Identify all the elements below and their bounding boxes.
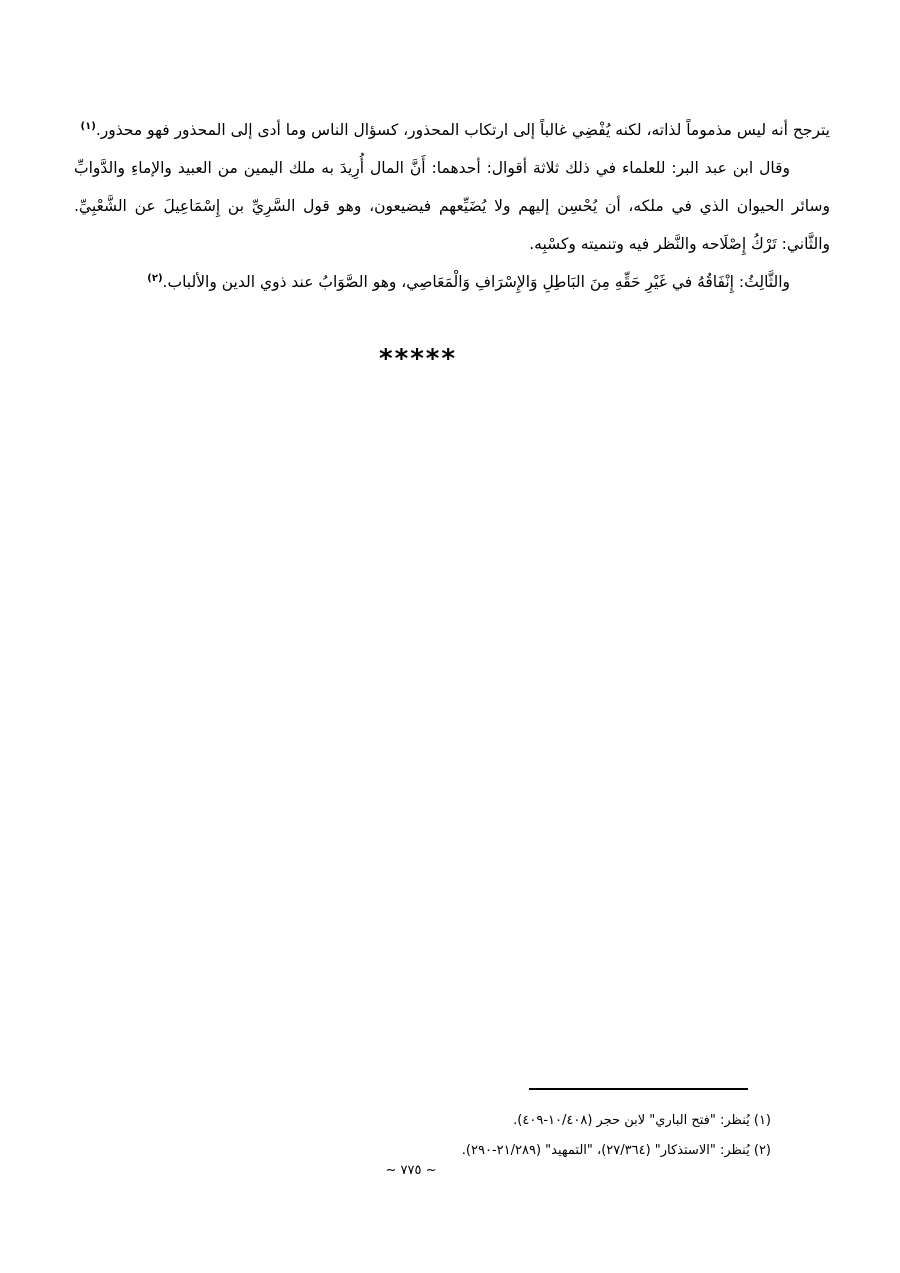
footnote-ref-2: (٢) xyxy=(147,272,163,284)
page-number: ~ ٧٧٥ ~ xyxy=(385,1163,437,1178)
footnote-2: (٢) يُنظر: "الاستذكار" (٢٧/٣٦٤)، "التمهيد" (٢١/٢٨٩-٢٩٠). xyxy=(461,1143,771,1158)
section-separator: ***** xyxy=(379,344,457,374)
paragraph-3-text: والثَّالِثُ: إِنْفَاقُهُ في غَيْرِ حَقِّهِ مِنَ البَاطِلِ وَالإِسْرَافِ وَالْمَعَاصِي، وهو الصَّوَابُ عند ذوي الدين والألباب. xyxy=(162,273,790,291)
paragraph-2-text: وقال ابن عبد البر: للعلماء في ذلك ثلاثة أقوال: أحدهما: أَنَّ المال أُرِيدَ به ملك اليمين من العبيد والإماءِ والدَّوابِّ وسائر الحيوان الذي في ملكه، أن يُحْسِن إليهم ولا يُضَيِّعهم فيضيعون، وهو قول السَّرِيِّ بن إِسْمَاعِيلَ عن الشَّعْبِيِّ. والثَّاني: تَرْكُ إِصْلَاحه والنَّظر فيه وتنميته وكسْبِه. xyxy=(74,159,830,253)
footnote-1: (١) يُنظر: "فتح الباري" لابن حجر (١٠/٤٠٨-٤٠٩). xyxy=(513,1113,771,1128)
paragraph-3 xyxy=(74,263,830,301)
footnote-divider xyxy=(529,1088,748,1090)
paragraph-1-text: يترجح أنه ليس مذموماً لذاته، لكنه يُفْضِي غالباً إلى ارتكاب المحذور، كسؤال الناس وما أدى إلى المحذور فهو محذور. xyxy=(95,121,830,139)
footnotes xyxy=(171,1106,771,1166)
paragraph-2 xyxy=(74,149,830,263)
main-text xyxy=(74,111,830,301)
paragraph-1 xyxy=(74,111,830,149)
footnote-ref-1: (١) xyxy=(80,120,96,132)
